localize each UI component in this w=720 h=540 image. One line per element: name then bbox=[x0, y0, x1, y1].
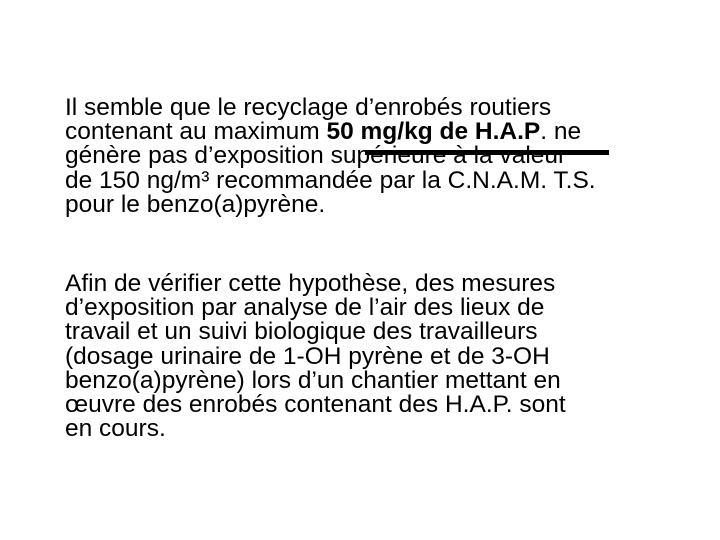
p1-line-2-end: . ne bbox=[540, 118, 582, 146]
p2-line-4: (dosage urinaire de 1-OH pyrène et de 3-OH bbox=[65, 342, 550, 370]
p2-line-3: travail et un suivi biologique des travailleurs bbox=[65, 318, 538, 346]
p2-line-1: Afin de vérifier cette hypothèse, des mesures bbox=[65, 270, 556, 297]
p1-line-2-start: contenant au maximum bbox=[65, 118, 327, 146]
hap-threshold-bold: 50 mg/kg de H.A.P bbox=[326, 118, 541, 146]
paragraph-recycling-statement bbox=[65, 96, 705, 217]
p2-line-6: œuvre des enrobés contenant des H.A.P. sont bbox=[65, 391, 566, 419]
p1-line-4: de 150 ng/m³ recommandée par la C.N.A.M. T.S. bbox=[65, 166, 596, 194]
p1-line-5: pour le benzo(a)pyrène. bbox=[65, 190, 326, 218]
p1-line-2 bbox=[65, 120, 705, 144]
p1-line-3: génère pas d’exposition supérieure à la valeur bbox=[65, 142, 567, 170]
p2-line-2: d’exposition par analyse de l’air des lieux de bbox=[65, 294, 545, 322]
p2-line-7: en cours. bbox=[65, 415, 166, 443]
paragraph-verification-measures bbox=[65, 272, 705, 441]
p1-line-1: Il semble que le recyclage d’enrobés routiers bbox=[65, 94, 552, 121]
p2-line-5: benzo(a)pyrène) lors d’un chantier mettant en bbox=[65, 366, 561, 394]
